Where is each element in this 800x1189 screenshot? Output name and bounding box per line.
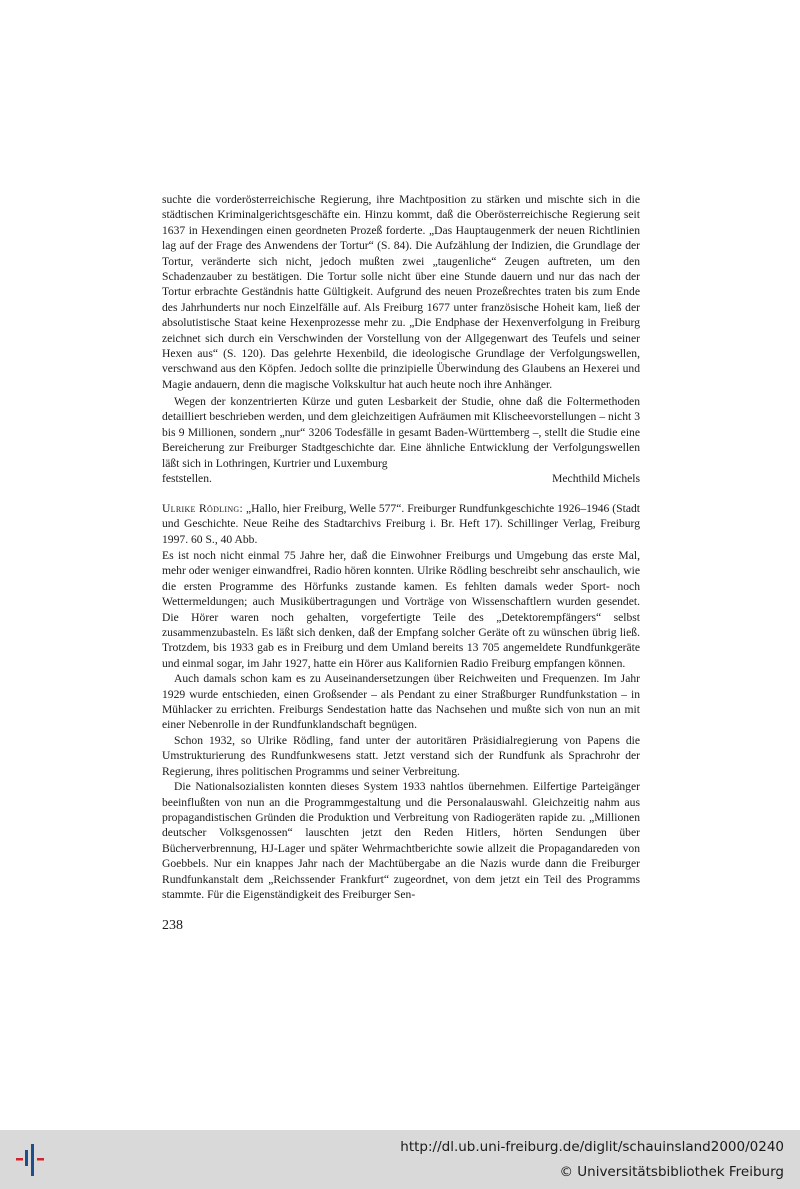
page-number: 238 [162,918,183,933]
document-url-link[interactable]: http://dl.ub.uni-freiburg.de/diglit/schauinsland2000/0240 [400,1139,784,1155]
paragraph-1: suchte die vorderösterreichische Regierung, ihre Machtposition zu stärken und mischte sich in die städtischen Kriminalgerichtsgeschäfte ein. Hinzu kommt, daß die Oberösterreichische Regierung seit 1637 in Hexendingen einen geordneten Prozeß forderte. „Das Hauptaugenmerk der neuen Richtlinien lag auf der Frage des Anwendens der Tortur“ (S. 84). Die Aufzählung der Indizien, die Grundlage der Tortur, veränderte sich nicht, jedoch mußten zwei „taugenliche“ Zeugen auftreten, um den Schadenzauber zu bestätigen. Die Tortur solle nicht über eine Stunde dauern und nur das nach der Tortur erbrachte Geständnis hatte Gültigkeit. Aufgrund des neuen Prozeßrechtes traten bis zum Ende des Jahrhunderts nur noch Einzelfälle auf. Als Freiburg 1677 unter französische Hoheit kam, ließ der absolutistische Staat keine Hexenprozesse mehr zu. „Die Endphase der Hexenverfolgung in Freiburg zeichnet sich durch ein Verschwinden der Vorstellung von der Allgegenwart des Teufels und seiner Hexen aus“ (S. 120). Das gelehrte Hexenbild, die ideologische Grundlage der Verfolgungswellen, verschwand aus den Köpfen. Jedoch sollte die prinzipielle Überwindung des Glaubens an Hexerei und Magie andauern, denn die magische Volkskultur hat auch heute noch ihre Anhänger. [162,193,640,391]
review-author: Ulrike Rödling: [162,502,244,515]
text-block-2 [162,394,640,486]
review-paragraph-2: Auch damals schon kam es zu Auseinandersetzungen über Reichweiten und Frequenzen. Im Jahr 1929 wurde entschieden, einen Großsender – als Pendant zu einer Straßburger Rundfunkstation – in Mühlacker zu errichten. Freiburgs Sendestation hatte das Nachsehen und mußte sich von nun an mit einer Nebenrolle in der Rundfunklandschaft begnügen. [162,672,640,732]
author-signature: Mechthild Michels [552,472,640,486]
review-paragraph-3: Schon 1932, so Ulrike Rödling, fand unter der autoritären Präsidialregierung von Papens die Umstrukturierung des Rundfunkwesens statt. Jetzt verstand sich der Rundfunk als Sprachrohr der Regierung, ihres politischen Programms und seiner Verbreitung. [162,733,640,778]
review-body [162,548,640,902]
review-paragraph-4: Die Nationalsozialisten konnten dieses System 1933 nahtlos übernehmen. Eilfertige Parteigänger beeinflußten von nun an die Programmgestaltung und die Personalauswahl. Gleichzeitig nahm aus propagandistischen Gründen die Produktion und Verbreitung von Radiogeräten rapide zu. „Millionen deutscher Volksgenossen“ lauschten jetzt den Reden Hitlers, hörten Sendungen über Bücherverbrennung, HJ-Lager und später Wehrmachtberichte sowie allzeit die Propagandareden von Goebbels. Nur ein knappes Jahr nach der Machtübergabe an die Nazis wurde dann die Freiburger Rundfunkanstalt dem „Reichssender Frankfurt“ zugeordnet, von dem jetzt ein Teil des Programms stammte. Für die Eigenständigkeit des Freiburger Sen- [162,780,640,901]
text-block-1 [162,192,640,392]
paragraph-2: Wegen der konzentrierten Kürze und guten Lesbarkeit der Studie, ohne daß die Foltermethoden detailliert beschrieben werden, und dem gleichzeitigen Aufräumen mit Klischeevorstellungen – nicht 3 bis 9 Millionen, sondern „nur“ 3206 Todesfälle in gesamt Baden-Württemberg –, stellt die Studie eine Bereicherung zur Freiburger Stadtgeschichte dar. Eine ähnliche Entwicklung der Verfolgungswellen läßt sich in Lothringen, Kurtrier und Luxemburg [162,395,640,470]
signature-line [162,471,640,486]
review-citation [162,501,640,547]
review-paragraph-1: Es ist noch nicht einmal 75 Jahre her, daß die Einwohner Freiburgs und Umgebung das erste Mal, mehr oder weniger einwandfrei, Radio hören konnten. Ulrike Rödling beschreibt sehr anschaulich, wie die ersten Programme des Hörfunks zustande kamen. Es fehlten damals weder Sport- noch Wettermeldungen; auch Musikübertragungen und Vorträge von Wissenschaftlern wurden gesendet. Die Hörer waren noch gehalten, vorgefertigte Teile des „Detektorempfängers“ selbst zusammenzubasteln. Es läßt sich denken, daß der Empfang solcher Geräte oft zu wünschen übrig ließ. Trotzdem, bis 1933 gab es in Freiburg und dem Umland bereits 13 705 angemeldete Rundfunkgeräte und einmal sogar, im Jahr 1927, hatte ein Hörer aus Kalifornien Radio Freiburg empfangen können. [162,549,640,670]
review-citation-text [162,501,640,547]
footer-bar [0,1130,800,1189]
paragraph-2-end: feststellen. [162,472,212,486]
copyright-notice: © Universitätsbibliothek Freiburg [559,1164,784,1180]
ub-freiburg-logo-icon [10,1142,50,1178]
review-title: „Hallo, hier Freiburg, Welle 577“. Freiburger Rundfunkgeschichte 1926–1946 (Stadt und Geschichte. Neue Reihe des Stadtarchivs Freiburg i. Br. Heft 17). Schillinger Verlag, Freiburg 1997. 60 S., 40 Abb. [162,502,641,546]
